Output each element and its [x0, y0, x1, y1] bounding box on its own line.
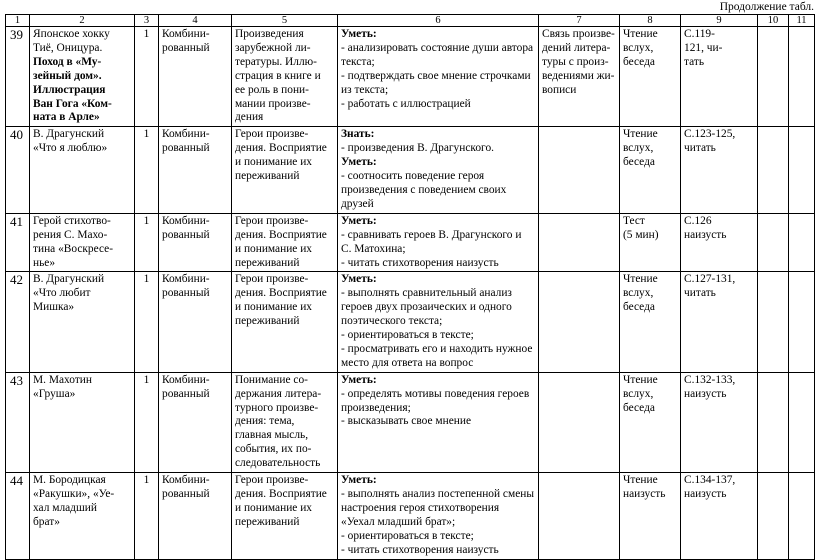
control-type: Чтение вслух, беседа — [620, 127, 681, 213]
empty-cell — [789, 127, 815, 213]
req-title: Уметь: — [341, 273, 377, 286]
requirements — [338, 372, 539, 472]
empty-cell — [758, 372, 789, 472]
table-row — [6, 473, 815, 559]
lesson-content: Герои произве- дения. Восприятие и понимание их переживаний — [232, 272, 338, 372]
table-row — [6, 213, 815, 272]
lesson-content: Понимание со- держания литера- турного произве- дения: тема, главная мысль, события, их по- следовательность — [232, 372, 338, 472]
lesson-content: Произведения зарубежной ли- тературы. Иллю- страция в книге и ее роль в пони- мании произве- дения — [232, 27, 338, 127]
lesson-type: Комбини- рованный — [159, 272, 232, 372]
lesson-topic — [30, 27, 135, 127]
empty-cell — [789, 272, 815, 372]
req-text: - сравнивать героев В. Драгунского и С. Матохина; - читать стихотворения наизусть — [341, 228, 522, 269]
req-title: Знать: — [341, 128, 375, 141]
lesson-type: Комбини- рованный — [159, 372, 232, 472]
homework: С.119- 121, чи- тать — [681, 27, 758, 127]
col-header: 8 — [620, 15, 681, 27]
requirements — [338, 473, 539, 559]
table-row — [6, 372, 815, 472]
interdisciplinary-links: Связь произве- дений литера- туры с произ- ведениями жи- вописи — [539, 27, 620, 127]
topic-bold-text: Поход в «Му- зейный дом». Иллюстрация Ван Гога «Ком- ната в Арле» — [33, 55, 112, 124]
lesson-type: Комбини- рованный — [159, 213, 232, 272]
table-row — [6, 272, 815, 372]
control-type: Тест (5 мин) — [620, 213, 681, 272]
table-caption: Продолжение табл. — [719, 1, 814, 13]
req-title: Уметь: — [341, 214, 377, 227]
col-header: 9 — [681, 15, 758, 27]
empty-cell — [758, 272, 789, 372]
homework: С.132-133, наизусть — [681, 372, 758, 472]
homework: С.126 наизусть — [681, 213, 758, 272]
header-row — [6, 15, 815, 27]
requirements — [338, 272, 539, 372]
col-header: 3 — [135, 15, 159, 27]
interdisciplinary-links — [539, 372, 620, 472]
lesson-type: Комбини- рованный — [159, 473, 232, 559]
col-header: 10 — [758, 15, 789, 27]
lesson-topic: М. Махотин «Груша» — [30, 372, 135, 472]
req-text: - анализировать состояние души автора текста; - подтверждать свое мнение строчками из текста; - работать с иллюстрацией — [341, 41, 534, 110]
hours: 1 — [135, 213, 159, 272]
hours: 1 — [135, 127, 159, 213]
req-title: Уметь: — [341, 474, 377, 487]
col-header: 5 — [232, 15, 338, 27]
interdisciplinary-links — [539, 213, 620, 272]
control-type: Чтение вслух, беседа — [620, 372, 681, 472]
table-row — [6, 127, 815, 213]
lesson-topic: Герой стихотво- рения С. Махо- тина «Воскресе- нье» — [30, 213, 135, 272]
lesson-topic: М. Бородицкая «Ракушки», «Уе- хал младший брат» — [30, 473, 135, 559]
row-number: 43 — [6, 372, 30, 472]
lesson-type: Комбини- рованный — [159, 127, 232, 213]
control-type: Чтение вслух, беседа — [620, 27, 681, 127]
col-header: 6 — [338, 15, 539, 27]
empty-cell — [758, 127, 789, 213]
lesson-plan-table — [5, 14, 815, 560]
row-number: 42 — [6, 272, 30, 372]
col-header: 7 — [539, 15, 620, 27]
empty-cell — [789, 473, 815, 559]
req-title: Уметь: — [341, 373, 377, 386]
req-text: - определять мотивы поведения героев произведения; - высказывать свое мнение — [341, 387, 530, 428]
lesson-type: Комбини- рованный — [159, 27, 232, 127]
req-text: - произведения В. Драгунского. — [341, 142, 494, 155]
topic-text: Японское хокку Тиё, Оницура. — [33, 28, 110, 54]
interdisciplinary-links — [539, 127, 620, 213]
lesson-content: Герои произве- дения. Восприятие и понимание их переживаний — [232, 127, 338, 213]
control-type: Чтение наизусть — [620, 473, 681, 559]
col-header: 2 — [30, 15, 135, 27]
empty-cell — [758, 213, 789, 272]
col-header: 11 — [789, 15, 815, 27]
empty-cell — [789, 27, 815, 127]
empty-cell — [758, 27, 789, 127]
req-text: - соотносить поведение героя произведения с поведением своих друзей — [341, 170, 507, 210]
empty-cell — [758, 473, 789, 559]
req-title: Уметь: — [341, 156, 377, 169]
homework: С.123-125, читать — [681, 127, 758, 213]
table-row — [6, 27, 815, 127]
control-type: Чтение вслух, беседа — [620, 272, 681, 372]
requirements — [338, 27, 539, 127]
hours: 1 — [135, 272, 159, 372]
requirements — [338, 127, 539, 213]
hours: 1 — [135, 372, 159, 472]
lesson-content: Герои произве- дения. Восприятие и понимание их переживаний — [232, 473, 338, 559]
empty-cell — [789, 213, 815, 272]
lesson-topic: В. Драгунский «Что я люблю» — [30, 127, 135, 213]
interdisciplinary-links — [539, 272, 620, 372]
row-number: 40 — [6, 127, 30, 213]
interdisciplinary-links — [539, 473, 620, 559]
req-title: Уметь: — [341, 28, 377, 40]
req-text: - выполнять анализ постепенной смены настроения героя стихотворения «Уехал младший брат»; - ориентироваться в тексте; - читать стихотворения наизусть — [341, 488, 535, 556]
hours: 1 — [135, 473, 159, 559]
requirements — [338, 213, 539, 272]
lesson-content: Герои произве- дения. Восприятие и понимание их переживаний — [232, 213, 338, 272]
lesson-topic: В. Драгунский «Что любит Мишка» — [30, 272, 135, 372]
row-number: 41 — [6, 213, 30, 272]
row-number: 44 — [6, 473, 30, 559]
homework: С.134-137, наизусть — [681, 473, 758, 559]
req-text: - выполнять сравнительный анализ героев двух прозаических и одного поэтического текста; - ориентироваться в тексте; - просматривать его и находить нужное место для ответа на вопрос — [341, 287, 533, 369]
col-header: 4 — [159, 15, 232, 27]
col-header: 1 — [6, 15, 30, 27]
row-number: 39 — [6, 27, 30, 127]
hours: 1 — [135, 27, 159, 127]
empty-cell — [789, 372, 815, 472]
homework: С.127-131, читать — [681, 272, 758, 372]
